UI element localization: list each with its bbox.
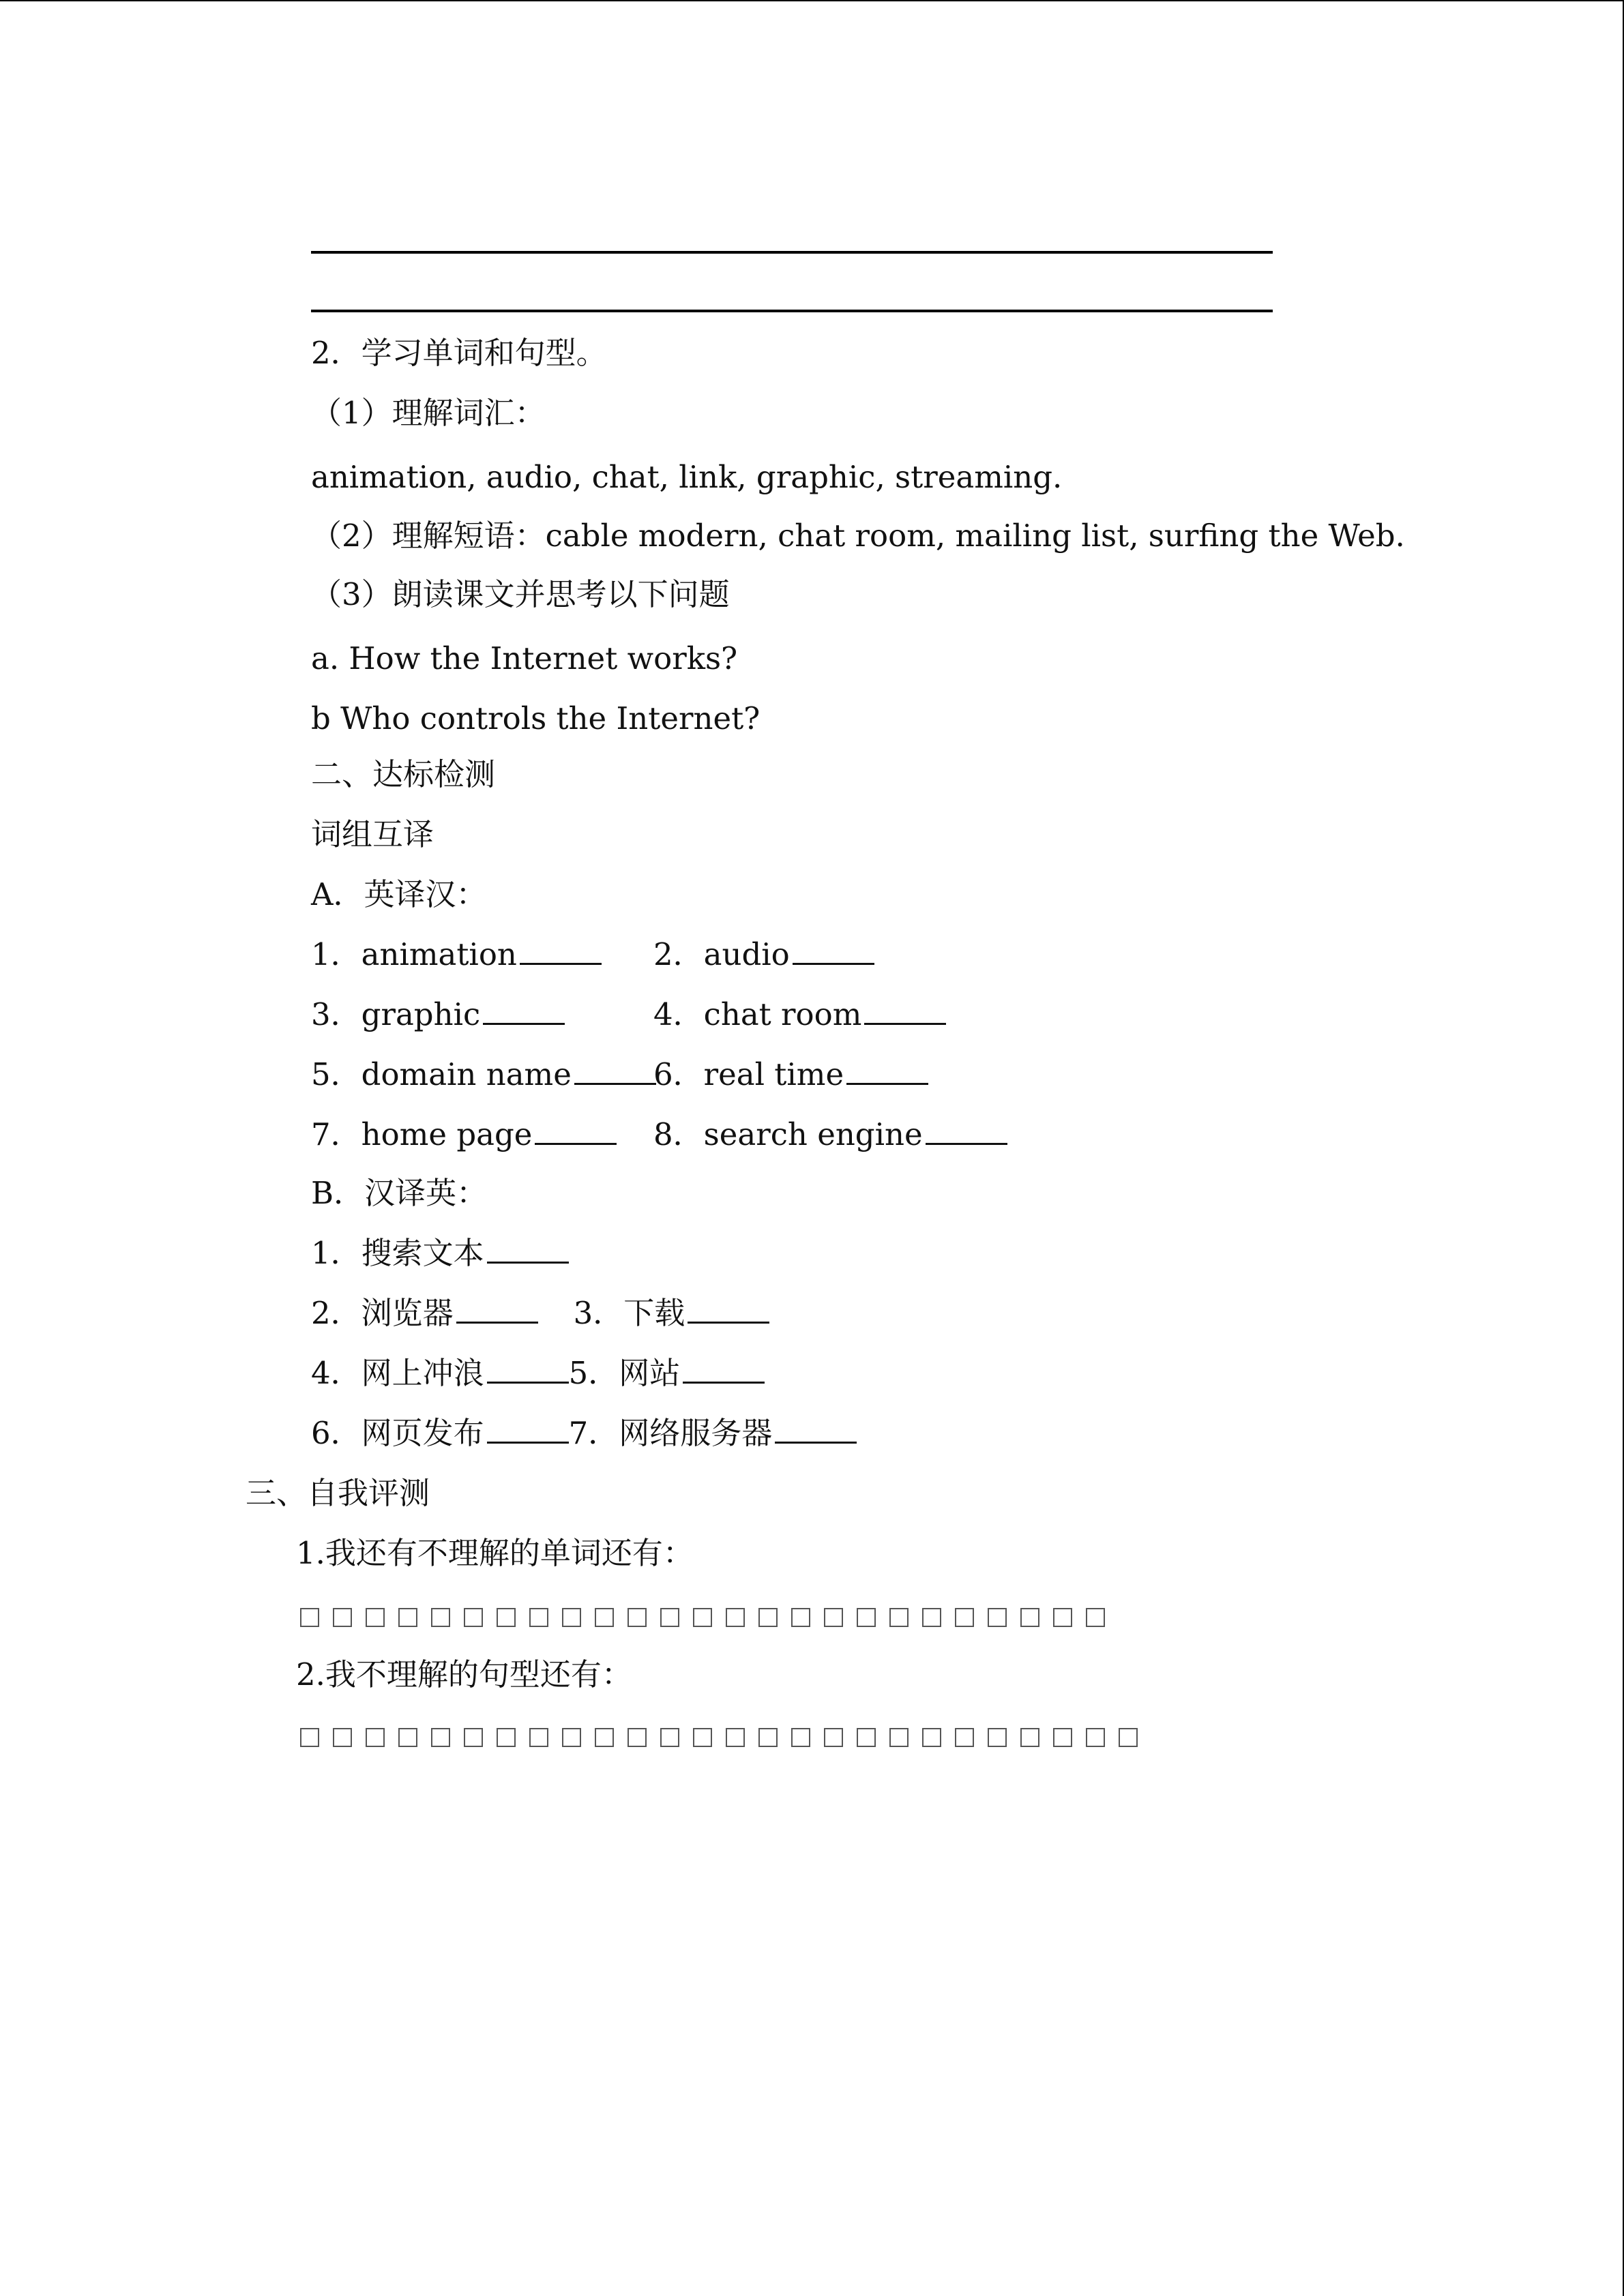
- item-term: audio: [703, 936, 790, 972]
- answer-box[interactable]: [758, 1728, 778, 1747]
- answer-box[interactable]: [431, 1608, 450, 1627]
- item-number: 2．: [653, 936, 704, 972]
- answer-box[interactable]: [562, 1728, 581, 1747]
- answer-line-2: [311, 310, 1273, 312]
- self-eval-item-1: 1.我还有不理解的单词还有：: [296, 1535, 694, 1571]
- answer-box[interactable]: [464, 1608, 483, 1627]
- answer-blank[interactable]: [574, 1056, 656, 1085]
- question-b: b Who controls the Internet?: [311, 700, 761, 736]
- part-a-item: [311, 996, 565, 1034]
- part-b-row: [311, 1414, 857, 1452]
- item-term: 下载: [623, 1295, 685, 1331]
- answer-box[interactable]: [333, 1608, 352, 1627]
- answer-box[interactable]: [726, 1728, 745, 1747]
- part-a-item: [653, 1116, 1007, 1154]
- answer-box[interactable]: [889, 1608, 909, 1627]
- item-number: 3．: [311, 996, 361, 1032]
- item-number: 4．: [653, 996, 704, 1032]
- part-a-item: [311, 936, 602, 974]
- answer-blank[interactable]: [864, 996, 946, 1025]
- answer-box[interactable]: [1086, 1608, 1105, 1627]
- answer-box[interactable]: [497, 1728, 516, 1747]
- answer-box[interactable]: [562, 1608, 581, 1627]
- answer-box[interactable]: [693, 1728, 712, 1747]
- answer-box[interactable]: [988, 1728, 1007, 1747]
- part-a-item: [311, 1116, 617, 1154]
- item-number: 1．: [311, 936, 361, 972]
- answer-box[interactable]: [660, 1728, 679, 1747]
- part-a-item: [653, 936, 874, 974]
- section-three-heading: 三、自我评测: [246, 1475, 430, 1511]
- answer-box[interactable]: [889, 1728, 909, 1747]
- answer-box[interactable]: [1053, 1608, 1072, 1627]
- part-a-title: A．英译汉：: [311, 876, 487, 912]
- part-a-item: [653, 996, 946, 1034]
- part-a-item: [311, 1056, 656, 1094]
- answer-blank[interactable]: [456, 1294, 538, 1324]
- section-two-heading: 二、达标检测: [311, 756, 496, 792]
- answer-line-1: [311, 251, 1273, 254]
- part-b-title: B．汉译英：: [311, 1175, 488, 1211]
- answer-blank[interactable]: [683, 1354, 765, 1384]
- item-term: 网络服务器: [619, 1415, 773, 1451]
- answer-box[interactable]: [595, 1608, 614, 1627]
- part-b-row: [311, 1294, 769, 1332]
- item-term: home page: [361, 1116, 533, 1152]
- item-term: domain name: [361, 1056, 572, 1092]
- answer-box[interactable]: [431, 1728, 450, 1747]
- item-term: real time: [703, 1056, 844, 1092]
- item-term: 搜索文本: [361, 1235, 484, 1271]
- answer-box[interactable]: [366, 1728, 385, 1747]
- answer-box[interactable]: [791, 1728, 810, 1747]
- reading-heading: （3）朗读课文并思考以下问题: [311, 576, 730, 612]
- answer-box[interactable]: [497, 1608, 516, 1627]
- answer-box[interactable]: [529, 1608, 548, 1627]
- answer-box[interactable]: [660, 1608, 679, 1627]
- answer-box[interactable]: [595, 1728, 614, 1747]
- answer-box[interactable]: [824, 1728, 843, 1747]
- translation-subheading: 词组互译: [311, 816, 434, 852]
- answer-box[interactable]: [824, 1608, 843, 1627]
- answer-blank[interactable]: [926, 1116, 1007, 1145]
- part-b-row: [311, 1354, 765, 1392]
- item-term: 网上冲浪: [361, 1355, 484, 1391]
- answer-box[interactable]: [333, 1728, 352, 1747]
- answer-blank[interactable]: [483, 996, 565, 1025]
- answer-box[interactable]: [955, 1608, 974, 1627]
- item-number: 8．: [653, 1116, 704, 1152]
- answer-box[interactable]: [1053, 1728, 1072, 1747]
- answer-blank[interactable]: [846, 1056, 928, 1085]
- answer-box[interactable]: [398, 1608, 417, 1627]
- answer-box[interactable]: [857, 1728, 876, 1747]
- item-term: 浏览器: [361, 1295, 454, 1331]
- item-term: 网站: [619, 1355, 681, 1391]
- section-heading-2: 2．学习单词和句型。: [311, 335, 607, 371]
- item-number: 6．: [653, 1056, 704, 1092]
- item-number: 7．: [568, 1415, 619, 1451]
- answer-blank[interactable]: [775, 1414, 857, 1444]
- part-b-item: [311, 1234, 569, 1272]
- item-term: animation: [361, 936, 517, 972]
- phrases-line: （2）理解短语：cable modern, chat room, mailing list, surfing the Web.: [311, 518, 1405, 554]
- answer-box[interactable]: [726, 1608, 745, 1627]
- item-number: 5．: [568, 1355, 619, 1391]
- answer-box[interactable]: [529, 1728, 548, 1747]
- answer-box[interactable]: [1020, 1728, 1039, 1747]
- vocab-words: animation, audio, chat, link, graphic, streaming.: [311, 459, 1063, 495]
- answer-box[interactable]: [693, 1608, 712, 1627]
- part-a-item: [653, 1056, 928, 1094]
- answer-blank[interactable]: [535, 1116, 617, 1145]
- answer-blank[interactable]: [487, 1414, 569, 1444]
- question-a: a. How the Internet works?: [311, 640, 738, 676]
- answer-box[interactable]: [628, 1728, 647, 1747]
- answer-box[interactable]: [955, 1728, 974, 1747]
- answer-box[interactable]: [1020, 1608, 1039, 1627]
- item-number: 5．: [311, 1056, 361, 1092]
- answer-box[interactable]: [857, 1608, 876, 1627]
- item-number: 6．: [311, 1415, 361, 1451]
- answer-box[interactable]: [791, 1608, 810, 1627]
- answer-blank[interactable]: [520, 936, 602, 965]
- answer-box[interactable]: [300, 1728, 319, 1747]
- answer-blank[interactable]: [688, 1294, 769, 1324]
- answer-box[interactable]: [1119, 1728, 1138, 1747]
- answer-box[interactable]: [628, 1608, 647, 1627]
- self-eval-item-2: 2.我不理解的句型还有：: [296, 1656, 632, 1693]
- item-term: chat room: [703, 996, 862, 1032]
- answer-box[interactable]: [922, 1728, 941, 1747]
- item-number: 4．: [311, 1355, 361, 1391]
- answer-box[interactable]: [464, 1728, 483, 1747]
- box-row-1: [300, 1608, 1119, 1627]
- item-number: 3．: [573, 1295, 624, 1331]
- answer-box[interactable]: [988, 1608, 1007, 1627]
- item-number: 1．: [311, 1235, 361, 1271]
- answer-box[interactable]: [366, 1608, 385, 1627]
- answer-blank[interactable]: [487, 1354, 569, 1384]
- answer-blank[interactable]: [793, 936, 874, 965]
- answer-box[interactable]: [1086, 1728, 1105, 1747]
- item-number: 7．: [311, 1116, 361, 1152]
- answer-box[interactable]: [758, 1608, 778, 1627]
- item-term: graphic: [361, 996, 481, 1032]
- answer-box[interactable]: [398, 1728, 417, 1747]
- item-term: 网页发布: [361, 1415, 484, 1451]
- item-term: search engine: [703, 1116, 923, 1152]
- vocab-heading: （1）理解词汇：: [311, 395, 546, 431]
- answer-box[interactable]: [922, 1608, 941, 1627]
- box-row-2: [300, 1728, 1151, 1747]
- answer-blank[interactable]: [487, 1234, 569, 1264]
- item-number: 2．: [311, 1295, 361, 1331]
- answer-box[interactable]: [300, 1608, 319, 1627]
